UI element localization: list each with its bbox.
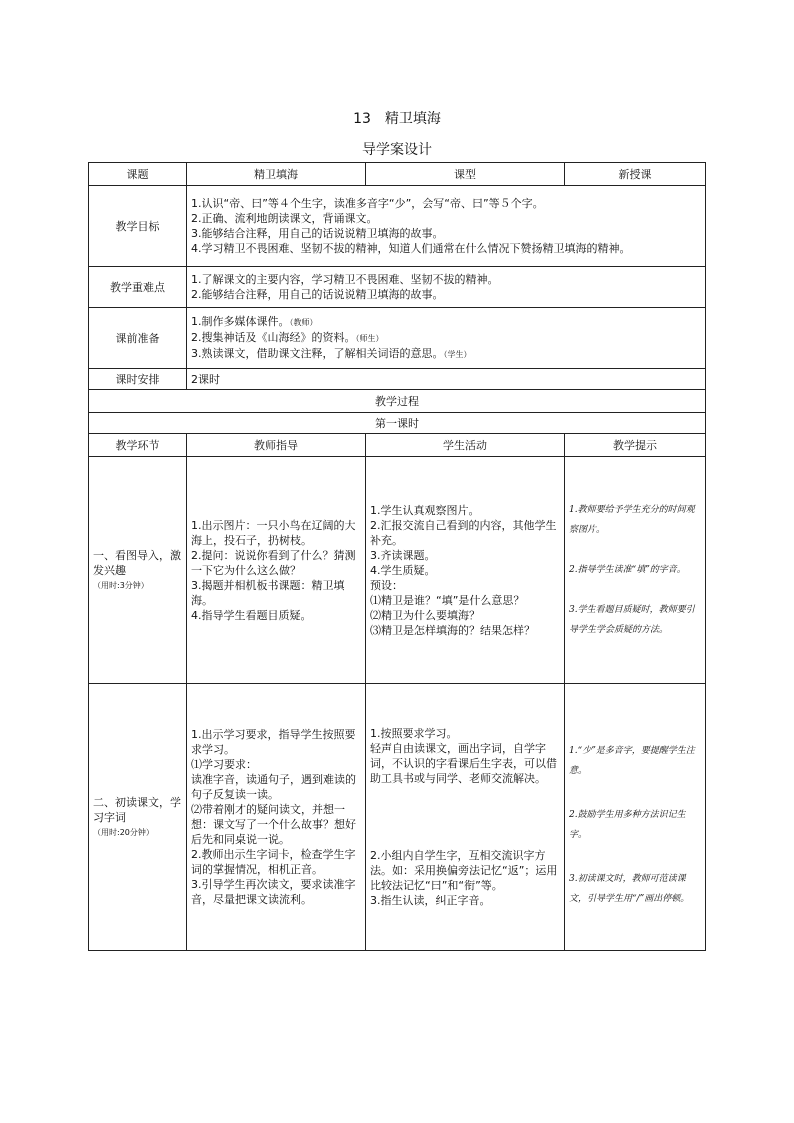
teacher-item: ⑴学习要求： [191, 758, 257, 771]
preparation-row [89, 308, 706, 369]
column-header: 教学环节 [89, 434, 187, 457]
teacher-guidance [187, 684, 366, 951]
key-point-item: 2.能够结合注释，用自己的话说说精卫填海的故事。 [191, 288, 444, 301]
key-points-label: 教学重难点 [89, 267, 187, 308]
student-item: 轻声自由读课文，画出字词，自学字词，不认识的字看课后生字表，可以借助工具书或与同学、老师交流解决。 [370, 742, 557, 785]
goals-row [89, 186, 706, 267]
student-item: 1.按照要求学习。 [370, 727, 458, 740]
student-item: ⑵精卫为什么要填海？ [370, 608, 480, 622]
teacher-item: 1.出示图片：一只小鸟在辽阔的大海上，投石子，扔树枝。 [191, 518, 356, 547]
preparation-text: 1.制作多媒体课件。 [191, 315, 290, 328]
stage-name-cell [89, 457, 187, 684]
stage-row [89, 457, 706, 684]
lesson-row [89, 413, 706, 434]
student-item: 4.学生质疑。 [370, 563, 436, 577]
preparation-item [191, 314, 701, 330]
stage-time: （用时:3分钟） [93, 580, 149, 590]
schedule-label: 课时安排 [89, 369, 187, 390]
key-points-row [89, 267, 706, 308]
process-heading: 教学过程 [89, 390, 706, 413]
hint-item: 1.“少”是多音字，要提醒学生注意。 [569, 746, 695, 776]
document-subtitle: 导学案设计 [362, 142, 432, 158]
student-activity [366, 457, 565, 684]
stage-time: （用时:20分钟） [93, 827, 154, 837]
goal-item: 1.认识“帝、曰”等４个生字，读准多音字“少”，会写“帝、曰”等５个字。 [191, 197, 544, 210]
preparation-note: （教师） [289, 318, 318, 327]
topic-label: 课题 [89, 163, 187, 186]
student-item: ⑶精卫是怎样填海的？结果怎样？ [370, 623, 535, 637]
preparation-text: 3.熟读课文，借助课文注释，了解相关词语的意思。 [191, 347, 444, 360]
stage-name: 一、看图导入，激发兴趣 [93, 548, 181, 577]
student-item: 3.齐读课题。 [370, 548, 436, 562]
teacher-item: ⑵带着刚才的疑问读文，并想一想：课文写了一个什么故事？想好后先和同桌说一说。 [191, 803, 356, 846]
columns-row [89, 434, 706, 457]
goal-item: 4.学习精卫不畏困难、坚韧不拔的精神，知道人们通常在什么情况下赞扬精卫填海的精神。 [191, 242, 631, 255]
student-item: 预设： [370, 578, 403, 592]
teaching-hints [565, 457, 706, 684]
teacher-item: 4.指导学生看题目质疑。 [191, 608, 312, 622]
preparation-item [191, 346, 701, 362]
key-points-content [187, 267, 706, 308]
key-point-item: 1.了解课文的主要内容，学习精卫不畏困难、坚韧不拔的精神。 [191, 273, 499, 286]
goals-content [187, 186, 706, 267]
preparation-note: （学生） [443, 350, 472, 359]
preparation-note: （师生） [355, 334, 384, 343]
goals-label: 教学目标 [89, 186, 187, 267]
preparation-content [187, 308, 706, 369]
document-title: 13 精卫填海 [353, 111, 441, 127]
lesson-heading: 第一课时 [89, 413, 706, 434]
teacher-item: 读准字音，读通句子，遇到难读的句子反复读一读。 [191, 773, 356, 801]
hint-item: 1.教师要给予学生充分的时间观察图片。 [569, 505, 695, 535]
stage-name: 二、初读课文，学习字词 [93, 795, 181, 824]
student-item: 1.学生认真观察图片。 [370, 503, 480, 517]
column-header: 教师指导 [187, 434, 366, 457]
teacher-item: 1.出示学习要求，指导学生按照要求学习。 [191, 728, 356, 756]
teacher-item: 2.教师出示生字词卡，检查学生字词的掌握情况，相机正音。 [191, 848, 356, 876]
schedule-row [89, 369, 706, 390]
schedule-value: 2课时 [187, 369, 706, 390]
type-label: 课型 [366, 163, 565, 186]
stage-row [89, 684, 706, 951]
student-item: 2.汇报交流自己看到的内容，其他学生补充。 [370, 518, 557, 547]
hint-item: 2.指导学生读准“填”的字音。 [569, 565, 686, 575]
teacher-guidance [187, 457, 366, 684]
topic-value: 精卫填海 [187, 163, 366, 186]
column-header: 教学提示 [565, 434, 706, 457]
stage-name-cell [89, 684, 187, 951]
hint-item: 2.鼓励学生用多种方法识记生字。 [569, 810, 686, 840]
preparation-item [191, 330, 701, 346]
goal-item: 3.能够结合注释，用自己的话说说精卫填海的故事。 [191, 227, 444, 240]
student-item: 3.指生认读，纠正字音。 [370, 894, 491, 907]
lesson-plan-table [88, 162, 706, 951]
teaching-hints [565, 684, 706, 951]
teacher-item: 3.揭题并相机板书课题：精卫填海。 [191, 578, 345, 607]
preparation-label: 课前准备 [89, 308, 187, 369]
column-header: 学生活动 [366, 434, 565, 457]
teacher-item: 2.提问：说说你看到了什么？猜测一下它为什么这么做？ [191, 548, 356, 577]
student-activity [366, 684, 565, 951]
process-row [89, 390, 706, 413]
goal-item: 2.正确、流利地朗读课文，背诵课文。 [191, 212, 378, 225]
student-item: 2.小组内自学生字，互相交流识字方法。如：采用换偏旁法记忆“返”；运用比较法记忆“曰”和“衔”等。 [370, 849, 558, 892]
hint-item: 3.初读课文时，教师可范读课文，引导学生用“/”画出停顿。 [569, 874, 690, 904]
preparation-text: 2.搜集神话及《山海经》的资料。 [191, 331, 356, 344]
teacher-item: 3.引导学生再次读文，要求读准字音，尽量把课文读流利。 [191, 878, 356, 906]
student-item: ⑴精卫是谁？“填”是什么意思？ [370, 593, 525, 607]
hint-item: 3.学生看题目质疑时，教师要引导学生学会质疑的方法。 [569, 605, 695, 635]
header-row [89, 163, 706, 186]
type-value: 新授课 [565, 163, 706, 186]
